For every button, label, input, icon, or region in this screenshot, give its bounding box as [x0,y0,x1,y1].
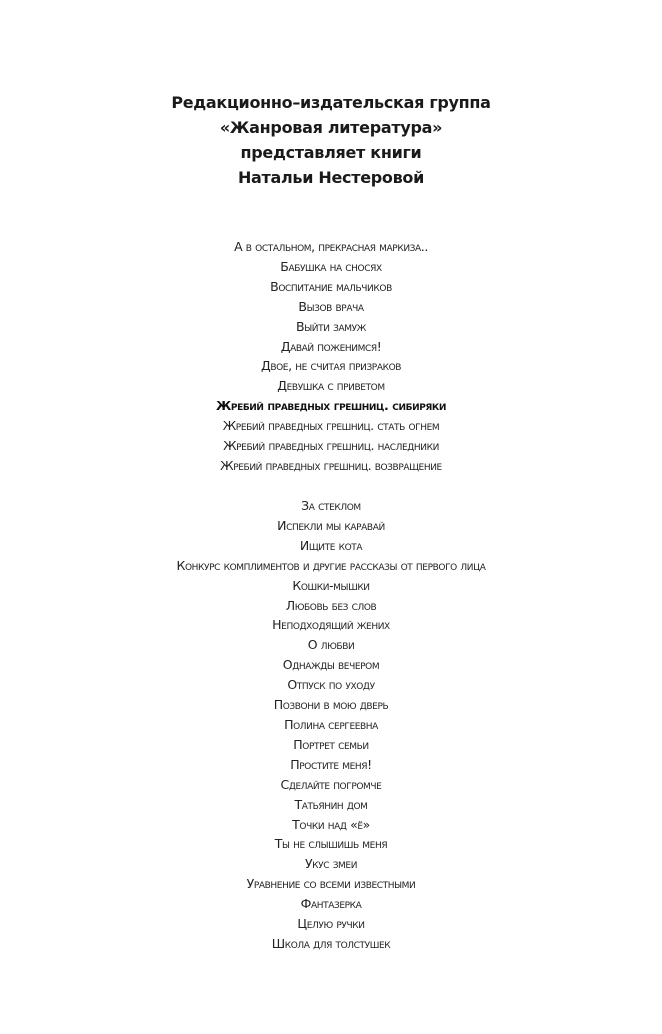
book-title: За стеклом [301,498,361,513]
book-title: Сделайте погромче [280,776,382,792]
book-title: А в остальном, прекрасная маркиза.. [234,239,428,254]
book-title: Кошки-мышки [292,577,370,593]
book-title: Жребий праведных грешниц. сибиряки [215,398,447,414]
book-title: Воспитание мальчиков [270,278,392,294]
book-title: Уравнение со всеми известными [246,876,416,892]
header-line-author: Натальи Нестеровой [237,168,425,187]
book-list-group-2 [0,496,662,954]
book-title: Жребий праведных грешниц. наследники [223,438,439,454]
book-title: Позвони в мою дверь [273,697,389,713]
book-list-group-1 [0,237,662,476]
book-title: Портрет семьи [293,736,369,752]
book-title: Целую ручки [297,916,365,932]
book-title: Ищите кота [299,537,363,553]
book-title: Давай поженимся! [280,338,382,354]
header-line-publisher: Редакционно–издательская группа [171,93,491,112]
book-title: Неподходящий жених [272,617,390,633]
book-title: Любовь без слов [285,597,377,613]
book-title: Простите меня! [290,756,372,772]
book-title: Укус змеи [304,856,358,872]
book-title: Однажды вечером [282,657,380,673]
book-title: Татьянин дом [294,796,368,812]
book-title: Школа для толстушек [271,935,391,951]
book-title: Вызов врача [298,298,364,314]
book-title: Бабушка на сносях [280,258,382,274]
book-title: Ты не слышишь меня [274,836,388,852]
book-title: Выйти замуж [296,318,366,334]
publisher-header [0,90,662,190]
header-line-presents: представляет книги [240,143,422,162]
book-title: Полина сергеевна [284,716,378,732]
book-title: Точки над «ё» [292,816,370,832]
book-title: Жребий праведных грешниц. стать огнем [222,418,440,434]
book-title: Испекли мы каравай [277,517,385,533]
book-title: Отпуск по уходу [287,677,375,693]
book-title: Жребий праведных грешниц. возвращение [220,457,442,473]
book-title: Двое, не считая призраков [260,358,402,374]
book-title: Девушка с приветом [277,378,385,394]
book-title: О любви [307,637,355,653]
header-line-imprint: «Жанровая литература» [219,118,443,137]
book-title: Фантазерка [300,896,362,912]
book-title: Конкурс комплиментов и другие рассказы от первого лица [176,557,486,573]
